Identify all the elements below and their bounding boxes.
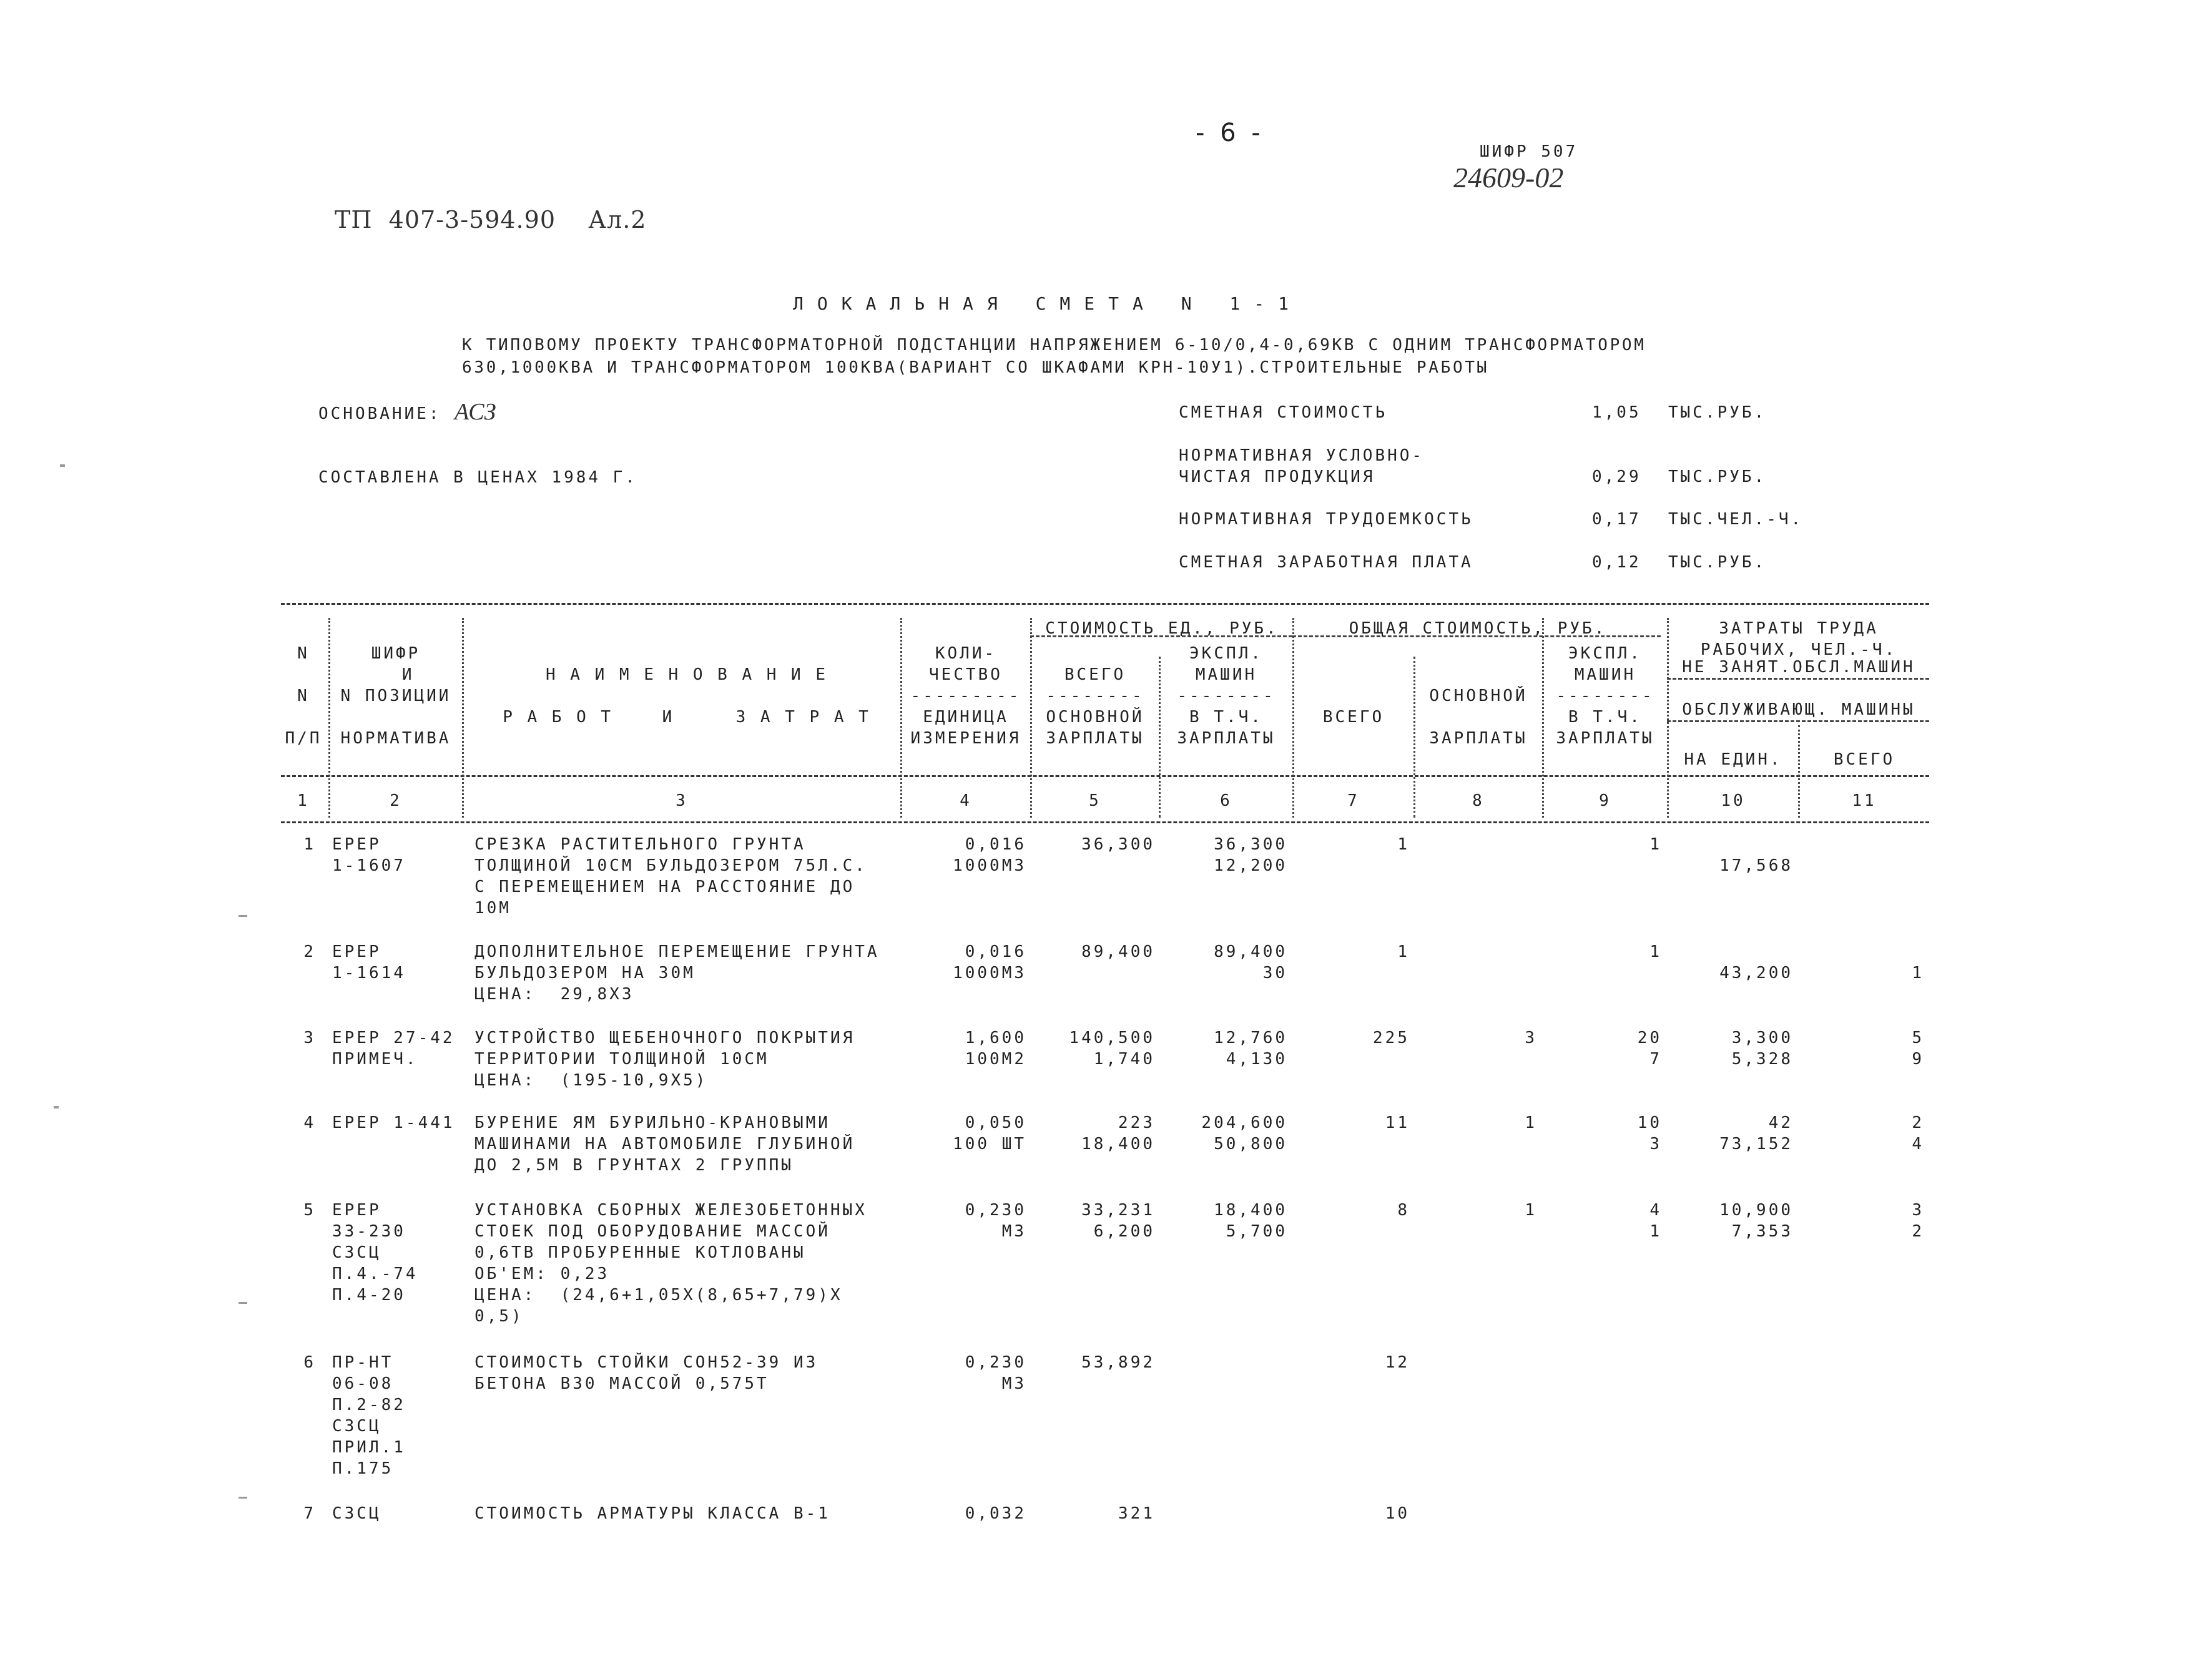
header-col10: НА ЕДИН. — [1684, 750, 1782, 769]
row-name: БУРЕНИЕ ЯМ БУРИЛЬНО-КРАНОВЫМИ МАШИНАМИ НА АВТОМОБИЛЕ ГЛУБИНОЙ ДО 2,5М В ГРУНТАХ 2 ГРУППЫ — [474, 1113, 855, 1175]
header-col9: ЭКСПЛ. МАШИН -------- В Т.Ч. ЗАРПЛАТЫ — [1556, 644, 1654, 748]
header-labor-group: ЗАТРАТЫ ТРУДА РАБОЧИХ, ЧЕЛ.-Ч. — [1700, 619, 1897, 659]
summary-unit: ТЫС.РУБ. — [1668, 403, 1767, 422]
col-number: 6 — [1220, 791, 1232, 810]
summary-value: 1,05 — [1592, 403, 1641, 422]
row-total: 225 — [1373, 1029, 1410, 1047]
row-total: 11 — [1385, 1113, 1410, 1132]
estimate-subtitle-line2: 630,1000КВА И ТРАНСФОРМАТОРОМ 100КВА(ВАРИАНТ СО ШКАФАМИ КРН-10У1).СТРОИТЕЛЬНЫЕ РАБОТЫ — [462, 358, 1490, 377]
col-number: 7 — [1347, 791, 1360, 810]
cipher-code: ШИФР 507 — [1480, 142, 1578, 161]
row-name: СРЕЗКА РАСТИТЕЛЬНОГО ГРУНТА ТОЛЩИНОЙ 10СМ БУЛЬДОЗЕРОМ 75Л.С. С ПЕРЕМЕЩЕНИЕМ НА РАССТОЯНИЕ ДО 10М — [474, 835, 867, 918]
row-total: 12 — [1385, 1353, 1410, 1372]
row-unit-total: 321 — [1118, 1504, 1155, 1523]
scan-mark — [238, 1497, 247, 1499]
estimate-subtitle-line1: К ТИПОВОМУ ПРОЕКТУ ТРАНСФОРМАТОРНОЙ ПОДСТАНЦИИ НАПРЯЖЕНИЕМ 6-10/0,4-0,69КВ С ОДНИМ ТРАНСФОРМАТОРОМ — [462, 336, 1646, 355]
prices-year-label: СОСТАВЛЕНА В ЦЕНАХ 1984 Г. — [318, 468, 637, 487]
table-rule-top — [281, 603, 1929, 605]
row-total: 10 — [1385, 1504, 1410, 1523]
summary-label: СМЕТНАЯ СТОИМОСТЬ — [1179, 403, 1388, 422]
row-unit-machines: 36,300 12,200 — [1214, 835, 1287, 875]
col-number: 10 — [1721, 791, 1746, 810]
header-labor-serving: ОБСЛУЖИВАЮЩ. МАШИНЫ — [1682, 700, 1915, 719]
handwritten-number: 24609-02 — [1453, 162, 1564, 193]
header-col2: ШИФР И N ПОЗИЦИИ НОРМАТИВА — [340, 644, 451, 748]
row-quantity: 0,230 М3 — [965, 1353, 1026, 1393]
row-labor-total: 1 — [1912, 964, 1924, 982]
row-code: ЕРЕР 33-230 СЗСЦ П.4.-74 П.4-20 — [332, 1201, 418, 1304]
row-total-wages: 1 — [1525, 1201, 1537, 1220]
row-unit-machines: 89,400 30 — [1214, 942, 1287, 982]
row-number: 1 — [303, 835, 316, 854]
header-col7: ВСЕГО — [1322, 708, 1385, 727]
row-number: 5 — [303, 1201, 316, 1220]
col-number: 4 — [960, 791, 972, 810]
row-quantity: 0,230 М3 — [965, 1201, 1026, 1241]
header-col4: КОЛИ- ЧЕСТВО --------- ЕДИНИЦА ИЗМЕРЕНИЯ — [910, 644, 1021, 748]
col-number: 1 — [297, 791, 310, 810]
row-quantity: 1,600 100М2 — [965, 1029, 1026, 1069]
row-unit-total: 53,892 — [1081, 1353, 1155, 1372]
col-number: 2 — [390, 791, 402, 810]
row-name: СТОИМОСТЬ СТОЙКИ СОН52-39 ИЗ БЕТОНА В30 МАССОЙ 0,575Т — [474, 1353, 818, 1393]
row-quantity: 0,032 — [965, 1504, 1026, 1523]
header-col3-bottom: Р А Б О Т И З А Т Р А Т — [503, 708, 871, 727]
row-quantity: 0,050 100 ШТ — [953, 1113, 1026, 1153]
header-total-cost-group: ОБЩАЯ СТОИМОСТЬ, РУБ. — [1349, 619, 1607, 638]
estimate-title: ЛОКАЛЬНАЯ СМЕТА N 1-1 — [793, 293, 1303, 314]
header-unit-cost-group: СТОИМОСТЬ ЕД., РУБ. — [1045, 619, 1279, 638]
row-unit-machines: 18,400 5,700 — [1214, 1201, 1287, 1241]
header-labor-not-busy: НЕ ЗАНЯТ.ОБСЛ.МАШИН — [1682, 658, 1915, 677]
page-number: - 6 - — [1196, 119, 1264, 147]
summary-label: НОРМАТИВНАЯ УСЛОВНО- ЧИСТАЯ ПРОДУКЦИЯ — [1179, 446, 1425, 486]
header-col6: ЭКСПЛ. МАШИН -------- В Т.Ч. ЗАРПЛАТЫ — [1177, 644, 1276, 748]
col-number: 8 — [1472, 791, 1485, 810]
row-total: 1 — [1397, 835, 1410, 854]
row-quantity: 0,016 1000М3 — [953, 942, 1026, 982]
row-name: ДОПОЛНИТЕЛЬНОЕ ПЕРЕМЕЩЕНИЕ ГРУНТА БУЛЬДОЗЕРОМ НА 30М ЦЕНА: 29,8Х3 — [474, 942, 880, 1004]
row-total-machines: 1 — [1649, 835, 1662, 854]
row-unit-total: 140,500 1,740 — [1069, 1029, 1155, 1069]
row-number: 7 — [303, 1504, 316, 1523]
header-col3-top: Н А И М Е Н О В А Н И Е — [545, 665, 828, 684]
basis-label: ОСНОВАНИЕ: — [318, 404, 441, 423]
row-unit-total: 89,400 — [1081, 942, 1155, 961]
row-code: ЕРЕР 1-1607 — [332, 835, 406, 875]
scan-mark — [238, 1302, 247, 1304]
summary-unit: ТЫС.РУБ. — [1668, 553, 1767, 572]
table-rule-numbers-bottom — [281, 821, 1929, 823]
col-number: 11 — [1852, 791, 1877, 810]
col-number: 9 — [1599, 791, 1611, 810]
header-col8: ОСНОВНОЙ ЗАРПЛАТЫ — [1429, 687, 1528, 748]
row-name: УСТАНОВКА СБОРНЫХ ЖЕЛЕЗОБЕТОННЫХ СТОЕК ПОД ОБОРУДОВАНИЕ МАССОЙ 0,6ТВ ПРОБУРЕННЫЕ КОТЛОВАНЫ ОБ'ЕМ: 0,23 ЦЕНА: (24,6+1,05Х(8,65+7,79)Х 0,5) — [474, 1201, 867, 1326]
row-name: СТОИМОСТЬ АРМАТУРЫ КЛАССА В-1 — [474, 1504, 830, 1523]
row-labor-per-unit: 42 73,152 — [1719, 1113, 1793, 1153]
row-code: ПР-НТ 06-08 П.2-82 СЗСЦ ПРИЛ.1 П.175 — [332, 1353, 406, 1478]
summary-value: 0,12 — [1592, 553, 1641, 572]
scan-mark — [54, 1106, 59, 1108]
document-reference: ТП 407-3-594.90 Ал.2 — [335, 206, 647, 233]
row-quantity: 0,016 1000М3 — [953, 835, 1026, 875]
row-labor-total: 5 9 — [1912, 1029, 1924, 1069]
row-number: 4 — [303, 1113, 316, 1132]
row-labor-per-unit: 10,900 7,353 — [1719, 1201, 1793, 1241]
summary-label: СМЕТНАЯ ЗАРАБОТНАЯ ПЛАТА — [1179, 553, 1473, 572]
row-labor-per-unit: 17,568 — [1719, 856, 1793, 875]
row-labor-per-unit: 3,300 5,328 — [1731, 1029, 1793, 1069]
row-unit-total: 36,300 — [1081, 835, 1155, 854]
header-col11: ВСЕГО — [1833, 750, 1895, 769]
group-rule-labor-2 — [1667, 720, 1929, 722]
row-code: ЕРЕР 27-42 ПРИМЕЧ. — [332, 1029, 455, 1069]
summary-label: НОРМАТИВНАЯ ТРУДОЕМКОСТЬ — [1179, 510, 1473, 529]
row-code: СЗСЦ — [332, 1504, 381, 1523]
row-total: 1 — [1397, 942, 1410, 961]
table-rule-header-bottom — [281, 775, 1929, 777]
row-total-machines: 10 3 — [1637, 1113, 1662, 1153]
summary-unit: ТЫС.РУБ. — [1668, 467, 1767, 486]
summary-value: 0,29 — [1592, 467, 1641, 486]
scan-mark — [60, 464, 65, 467]
row-unit-machines: 12,760 4,130 — [1214, 1029, 1287, 1069]
col-sep — [462, 618, 464, 818]
row-labor-total: 2 4 — [1912, 1113, 1924, 1153]
row-total: 8 — [1397, 1201, 1410, 1220]
row-labor-per-unit: 43,200 — [1719, 964, 1793, 982]
row-total-machines: 20 7 — [1637, 1029, 1662, 1069]
group-rule-labor — [1667, 678, 1929, 680]
row-total-machines: 4 1 — [1649, 1201, 1662, 1241]
row-unit-total: 223 18,400 — [1081, 1113, 1155, 1153]
summary-value: 0,17 — [1592, 510, 1641, 529]
row-unit-machines: 204,600 50,800 — [1201, 1113, 1287, 1153]
row-total-wages: 3 — [1525, 1029, 1537, 1047]
row-total-wages: 1 — [1525, 1113, 1537, 1132]
col-number: 5 — [1089, 791, 1101, 810]
row-code: ЕРЕР 1-1614 — [332, 942, 406, 982]
row-total-machines: 1 — [1649, 942, 1662, 961]
header-col1: N N П/П — [285, 644, 322, 748]
basis-value: АСЗ — [455, 399, 496, 425]
row-name: УСТРОЙСТВО ЩЕБЕНОЧНОГО ПОКРЫТИЯ ТЕРРИТОРИИ ТОЛЩИНОЙ 10СМ ЦЕНА: (195-10,9Х5) — [474, 1029, 855, 1090]
summary-unit: ТЫС.ЧЕЛ.-Ч. — [1668, 510, 1804, 529]
col-number: 3 — [676, 791, 688, 810]
row-number: 6 — [303, 1353, 316, 1372]
row-labor-total: 3 2 — [1912, 1201, 1924, 1241]
row-code: ЕРЕР 1-441 — [332, 1113, 455, 1132]
scan-mark — [238, 915, 247, 917]
row-number: 2 — [303, 942, 316, 961]
header-col5: ВСЕГО -------- ОСНОВНОЙ ЗАРПЛАТЫ — [1046, 665, 1144, 748]
row-number: 3 — [303, 1029, 316, 1047]
row-unit-total: 33,231 6,200 — [1081, 1201, 1155, 1241]
